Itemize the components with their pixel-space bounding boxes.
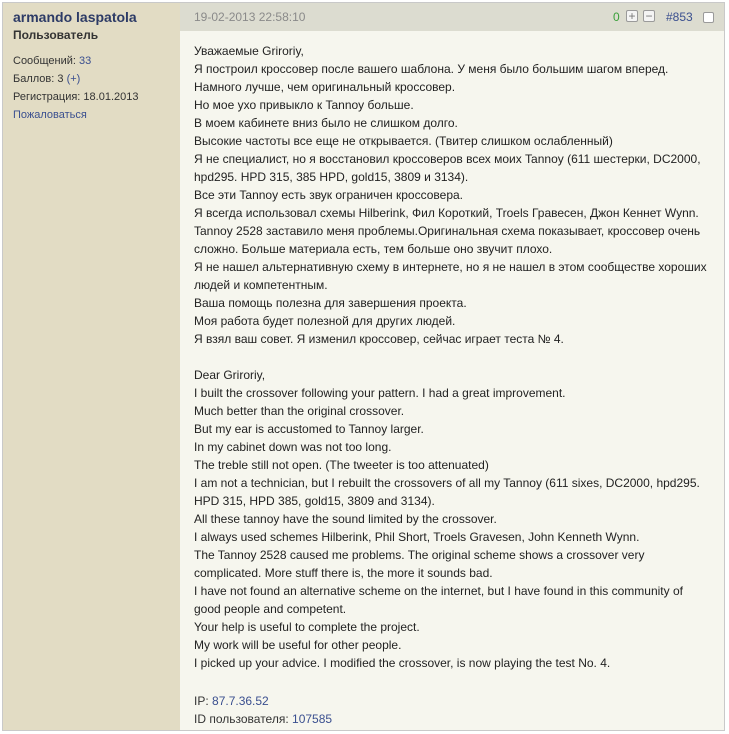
post-number-link[interactable]: #853 [666,10,693,24]
russian-text-line: Я не нашел альтернативную схему в интернете, но я не нашел в этом сообществе хороших [194,260,707,274]
russian-text-line: Моя работа будет полезной для других людей. [194,314,456,328]
russian-text-line: Высокие частоты все еще не открывается. (Твитер слишком ослабленный) [194,134,613,148]
russian-text-line: Я всегда использовал схемы Hilberink, Фил Короткий, Troels Гравесен, Джон Кеннет Wynn. [194,206,699,220]
russian-text-line: Tannoy 2528 заставило меня проблемы.Оригинальная схема показывает, кроссовер очень [194,224,701,238]
user-id-value[interactable]: 107585 [292,712,333,726]
ip-value[interactable]: 87.7.36.52 [212,694,269,708]
russian-text-line: Уважаемые Griroriy, [194,44,304,58]
russian-text-line: Но мое ухо привыкло к Tannoy больше. [194,98,414,112]
russian-text-line: Я построил кроссовер после вашего шаблона. У меня было большим шагом вперед. [194,62,669,76]
english-text-line: Your help is useful to complete the project. [194,620,420,634]
english-text-line: I picked up your advice. I modified the crossover, is now playing the test No. 4. [194,656,611,670]
post-datetime: 19-02-2013 22:58:10 [194,10,306,24]
english-text-line: I have not found an alternative scheme on the internet, but I have found in this community of [194,584,683,598]
english-text-line: All these tannoy have the sound limited by the crossover. [194,512,497,526]
report-link[interactable]: Пожаловаться [13,109,87,121]
messages-count[interactable]: 33 [79,55,92,67]
post-header [180,3,724,31]
english-text-line: HPD 315, HPD 385, gold15, 3809 and 3134). [194,494,435,508]
points-label: Баллов: [13,73,55,85]
messages-label: Сообщений: [13,55,76,67]
russian-text-line: сложно. Больше материала есть, тем больше оно звучит плохо. [194,242,553,256]
english-text [194,366,720,672]
russian-text-line: Все эти Tannoy есть звук ограничен кроссовера. [194,188,464,202]
points-value: 3 [57,73,64,85]
author-stats [13,52,180,124]
russian-text-line: Ваша помощь полезна для завершения проекта. [194,296,467,310]
rating-value: 0 [613,10,620,24]
messages-stat [13,52,180,70]
user-id-line [194,710,332,728]
registration-label: Регистрация: [13,91,81,103]
author-name[interactable]: armando laspatola [13,9,137,25]
user-id-label: ID пользователя: [194,712,289,726]
russian-text-line: Намного лучше, чем оригинальный кроссовер. [194,80,456,94]
english-text-line: I always used schemes Hilberink, Phil Short, Troels Gravesen, John Kenneth Wynn. [194,530,640,544]
english-text-line: My work will be useful for other people. [194,638,402,652]
author-role: Пользователь [13,28,99,42]
points-plus-link[interactable]: (+) [66,73,81,85]
ip-label: IP: [194,694,209,708]
russian-text-line: hpd295. HPD 315, 385 HPD, gold15, 3809 и 3134). [194,170,469,184]
english-text-line: I built the crossover following your pattern. I had a great improvement. [194,386,566,400]
english-text-line: Much better than the original crossover. [194,404,405,418]
english-text-line: Dear Griroriy, [194,368,266,382]
russian-text [194,42,720,348]
english-text-line: I am not a technician, but I rebuilt the crossovers of all my Tannoy (611 sixes, DC2000, hpd295. [194,476,700,490]
post-footer [194,692,332,728]
english-text-line: The treble still not open. (The tweeter is too attenuated) [194,458,489,472]
english-text-line: The Tannoy 2528 caused me problems. The original scheme shows a crossover very [194,548,645,562]
english-text-line: But my ear is accustomed to Tannoy larger. [194,422,424,436]
russian-text-line: Я взял ваш совет. Я изменил кроссовер, сейчас играет теста № 4. [194,332,564,346]
points-stat [13,70,180,88]
ip-line [194,692,332,710]
english-text-line: In my cabinet down was not too long. [194,440,392,454]
author-panel [3,3,180,730]
rate-plus-button[interactable]: + [626,10,638,22]
english-text-line: complicated. More stuff there is, the more it sounds bad. [194,566,493,580]
forum-post [2,2,725,731]
russian-text-line: В моем кабинете вниз было не слишком долго. [194,116,458,130]
english-text-line: good people and competent. [194,602,347,616]
select-post-checkbox[interactable] [703,12,714,23]
rate-minus-button[interactable]: − [643,10,655,22]
post-body [194,42,720,672]
registration-date: 18.01.2013 [83,91,139,103]
russian-text-line: людей и компетентным. [194,278,328,292]
registration-stat [13,88,180,106]
russian-text-line: Я не специалист, но я восстановил кроссоверов всех моих Tannoy (611 шестерки, DC2000, [194,152,701,166]
